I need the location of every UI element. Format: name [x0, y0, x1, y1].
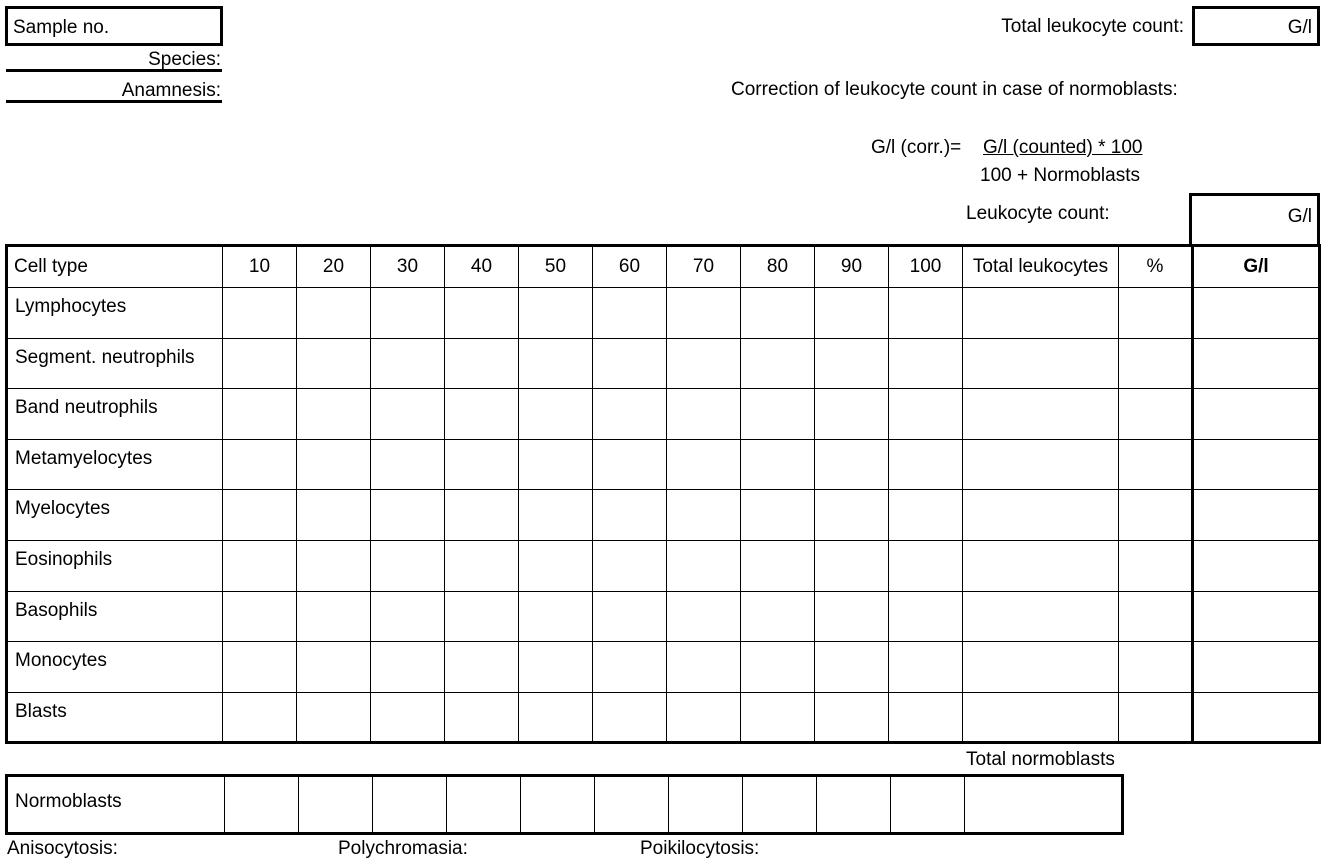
- total-normoblasts-label: Total normoblasts: [966, 749, 1115, 770]
- table-cell[interactable]: [815, 439, 889, 490]
- table-cell[interactable]: [519, 540, 593, 591]
- formula-lhs: G/l (corr.)=: [871, 137, 962, 158]
- anamnesis-field-line[interactable]: [6, 100, 222, 103]
- table-cell[interactable]: [815, 389, 889, 440]
- table-cell[interactable]: [963, 540, 1119, 591]
- table-cell[interactable]: [445, 490, 519, 541]
- row-label: Eosinophils: [7, 540, 223, 591]
- table-cell[interactable]: [741, 540, 815, 591]
- column-header: 70: [667, 246, 741, 288]
- table-cell[interactable]: [225, 776, 299, 834]
- table-cell[interactable]: [223, 692, 297, 743]
- row-label: Lymphocytes: [7, 288, 223, 339]
- column-header: 100: [889, 246, 963, 288]
- table-cell[interactable]: [297, 591, 371, 642]
- table-cell[interactable]: [371, 540, 445, 591]
- table-cell[interactable]: [667, 288, 741, 339]
- polychromasia-label: Polychromasia:: [338, 838, 468, 859]
- leukocyte-count-field[interactable]: [1189, 193, 1320, 247]
- table-cell[interactable]: [1119, 692, 1193, 743]
- table-cell[interactable]: [1119, 389, 1193, 440]
- table-cell[interactable]: [445, 591, 519, 642]
- table-cell[interactable]: [371, 338, 445, 389]
- table-cell[interactable]: [371, 642, 445, 693]
- table-cell[interactable]: [519, 490, 593, 541]
- column-header: 60: [593, 246, 667, 288]
- table-row: [7, 591, 1320, 642]
- table-cell[interactable]: [447, 776, 521, 834]
- table-cell[interactable]: [593, 540, 667, 591]
- table-cell[interactable]: [889, 692, 963, 743]
- table-cell[interactable]: [371, 439, 445, 490]
- table-cell[interactable]: [963, 288, 1119, 339]
- column-header: 30: [371, 246, 445, 288]
- table-cell[interactable]: [1119, 642, 1193, 693]
- table-cell[interactable]: [297, 490, 371, 541]
- table-row: [7, 776, 1123, 834]
- table-cell[interactable]: [741, 338, 815, 389]
- table-cell[interactable]: [889, 439, 963, 490]
- table-cell[interactable]: [963, 389, 1119, 440]
- column-header: 90: [815, 246, 889, 288]
- species-field-line[interactable]: [6, 69, 222, 72]
- table-row: [7, 490, 1320, 541]
- table-cell[interactable]: [1119, 540, 1193, 591]
- table-cell[interactable]: [223, 288, 297, 339]
- table-cell[interactable]: [593, 642, 667, 693]
- table-cell[interactable]: [297, 642, 371, 693]
- table-cell[interactable]: [1193, 591, 1320, 642]
- table-cell[interactable]: [371, 591, 445, 642]
- table-cell[interactable]: [593, 288, 667, 339]
- table-cell[interactable]: [297, 540, 371, 591]
- table-cell[interactable]: [667, 490, 741, 541]
- table-cell[interactable]: [1119, 591, 1193, 642]
- table-cell[interactable]: [593, 591, 667, 642]
- table-cell[interactable]: [815, 540, 889, 591]
- table-cell[interactable]: [889, 591, 963, 642]
- row-label: Myelocytes: [7, 490, 223, 541]
- total-normoblasts-cell[interactable]: [965, 776, 1123, 834]
- table-cell[interactable]: [519, 692, 593, 743]
- table-cell[interactable]: [1193, 692, 1320, 743]
- table-cell[interactable]: [297, 389, 371, 440]
- table-row: [7, 338, 1320, 389]
- table-header-row: [7, 246, 1320, 288]
- table-cell[interactable]: [815, 338, 889, 389]
- table-cell[interactable]: [1193, 288, 1320, 339]
- table-cell[interactable]: [1119, 288, 1193, 339]
- table-row: [7, 692, 1320, 743]
- table-cell[interactable]: [1193, 490, 1320, 541]
- table-cell[interactable]: [371, 389, 445, 440]
- row-label: Metamyelocytes: [7, 439, 223, 490]
- table-cell[interactable]: [741, 490, 815, 541]
- table-cell[interactable]: [815, 288, 889, 339]
- row-label-normoblasts: Normoblasts: [7, 776, 225, 834]
- species-label: Species:: [148, 49, 221, 70]
- table-cell[interactable]: [223, 540, 297, 591]
- table-cell[interactable]: [741, 642, 815, 693]
- table-cell[interactable]: [889, 540, 963, 591]
- row-label: Blasts: [7, 692, 223, 743]
- table-cell[interactable]: [521, 776, 595, 834]
- table-cell[interactable]: [297, 288, 371, 339]
- table-row: [7, 439, 1320, 490]
- column-header: 10: [223, 246, 297, 288]
- table-cell[interactable]: [1119, 338, 1193, 389]
- sample-no-label: Sample no.: [13, 17, 110, 38]
- formula-numerator: G/l (counted) * 100: [983, 137, 1143, 158]
- table-cell[interactable]: [1119, 490, 1193, 541]
- table-cell[interactable]: [667, 338, 741, 389]
- table-cell[interactable]: [445, 692, 519, 743]
- table-cell[interactable]: [223, 389, 297, 440]
- table-cell[interactable]: [445, 540, 519, 591]
- table-cell[interactable]: [519, 642, 593, 693]
- table-cell[interactable]: [817, 776, 891, 834]
- table-cell[interactable]: [593, 439, 667, 490]
- column-header: Total leukocytes: [963, 246, 1119, 288]
- leukocyte-count-label: Leukocyte count:: [966, 203, 1110, 224]
- poikilocytosis-label: Poikilocytosis:: [640, 838, 760, 859]
- table-cell[interactable]: [519, 288, 593, 339]
- table-cell[interactable]: [815, 692, 889, 743]
- correction-title: Correction of leukocyte count in case of normoblasts:: [731, 79, 1178, 100]
- table-cell[interactable]: [445, 338, 519, 389]
- normoblasts-table: [5, 774, 1124, 835]
- column-header: 50: [519, 246, 593, 288]
- table-cell[interactable]: [891, 776, 965, 834]
- table-cell[interactable]: [1193, 540, 1320, 591]
- table-cell[interactable]: [743, 776, 817, 834]
- row-label: Segment. neutrophils: [7, 338, 223, 389]
- table-cell[interactable]: [963, 490, 1119, 541]
- total-leukocyte-count-field[interactable]: [1192, 6, 1320, 46]
- table-cell[interactable]: [297, 439, 371, 490]
- column-header: 40: [445, 246, 519, 288]
- row-label: Monocytes: [7, 642, 223, 693]
- table-row: [7, 540, 1320, 591]
- table-cell[interactable]: [889, 389, 963, 440]
- table-cell[interactable]: [593, 490, 667, 541]
- table-cell[interactable]: [223, 591, 297, 642]
- table-cell[interactable]: [371, 288, 445, 339]
- table-cell[interactable]: [741, 288, 815, 339]
- table-cell[interactable]: [593, 692, 667, 743]
- table-cell[interactable]: [595, 776, 669, 834]
- table-cell[interactable]: [741, 439, 815, 490]
- row-label: Basophils: [7, 591, 223, 642]
- table-cell[interactable]: [963, 439, 1119, 490]
- table-cell[interactable]: [889, 642, 963, 693]
- table-cell[interactable]: [741, 389, 815, 440]
- table-cell[interactable]: [593, 389, 667, 440]
- table-cell[interactable]: [1193, 389, 1320, 440]
- table-row: [7, 389, 1320, 440]
- table-cell[interactable]: [1193, 338, 1320, 389]
- table-cell[interactable]: [963, 692, 1119, 743]
- column-header: 20: [297, 246, 371, 288]
- table-row: [7, 642, 1320, 693]
- table-cell[interactable]: [667, 642, 741, 693]
- total-leukocyte-count-label: Total leukocyte count:: [1001, 16, 1184, 37]
- table-cell[interactable]: [815, 591, 889, 642]
- table-cell[interactable]: [223, 439, 297, 490]
- table-cell[interactable]: [223, 642, 297, 693]
- column-header: %: [1119, 246, 1193, 288]
- table-cell[interactable]: [667, 591, 741, 642]
- table-cell[interactable]: [445, 439, 519, 490]
- table-cell[interactable]: [741, 591, 815, 642]
- table-cell[interactable]: [371, 692, 445, 743]
- column-header: 80: [741, 246, 815, 288]
- table-cell[interactable]: [1119, 439, 1193, 490]
- anisocytosis-label: Anisocytosis:: [7, 838, 118, 859]
- table-cell[interactable]: [667, 389, 741, 440]
- table-cell[interactable]: [519, 338, 593, 389]
- row-label: Band neutrophils: [7, 389, 223, 440]
- table-cell[interactable]: [741, 692, 815, 743]
- table-cell[interactable]: [297, 692, 371, 743]
- table-cell[interactable]: [299, 776, 373, 834]
- formula-denominator: 100 + Normoblasts: [980, 165, 1140, 186]
- table-cell[interactable]: [519, 389, 593, 440]
- table-cell[interactable]: [889, 490, 963, 541]
- table-cell[interactable]: [519, 439, 593, 490]
- table-cell[interactable]: [889, 338, 963, 389]
- differential-count-table: [5, 244, 1321, 744]
- table-cell[interactable]: [445, 288, 519, 339]
- sample-no-field[interactable]: [5, 6, 223, 46]
- table-cell[interactable]: [223, 490, 297, 541]
- table-cell[interactable]: [371, 490, 445, 541]
- table-cell[interactable]: [963, 338, 1119, 389]
- table-cell[interactable]: [667, 692, 741, 743]
- table-cell[interactable]: [445, 642, 519, 693]
- table-cell[interactable]: [667, 540, 741, 591]
- table-cell[interactable]: [445, 389, 519, 440]
- table-cell[interactable]: [963, 642, 1119, 693]
- anamnesis-label: Anamnesis:: [121, 80, 221, 101]
- total-leukocyte-unit: G/l: [1287, 17, 1312, 38]
- column-header: Cell type: [7, 246, 223, 288]
- table-cell[interactable]: [1193, 642, 1320, 693]
- table-cell[interactable]: [223, 338, 297, 389]
- table-cell[interactable]: [669, 776, 743, 834]
- table-row: [7, 288, 1320, 339]
- table-cell[interactable]: [963, 591, 1119, 642]
- table-cell[interactable]: [519, 591, 593, 642]
- table-cell[interactable]: [593, 338, 667, 389]
- table-cell[interactable]: [1193, 439, 1320, 490]
- table-cell[interactable]: [667, 439, 741, 490]
- leukocyte-count-unit: G/l: [1287, 206, 1312, 227]
- table-cell[interactable]: [889, 288, 963, 339]
- table-cell[interactable]: [815, 642, 889, 693]
- table-cell[interactable]: [373, 776, 447, 834]
- table-cell[interactable]: [815, 490, 889, 541]
- column-header: G/l: [1193, 246, 1320, 288]
- table-cell[interactable]: [297, 338, 371, 389]
